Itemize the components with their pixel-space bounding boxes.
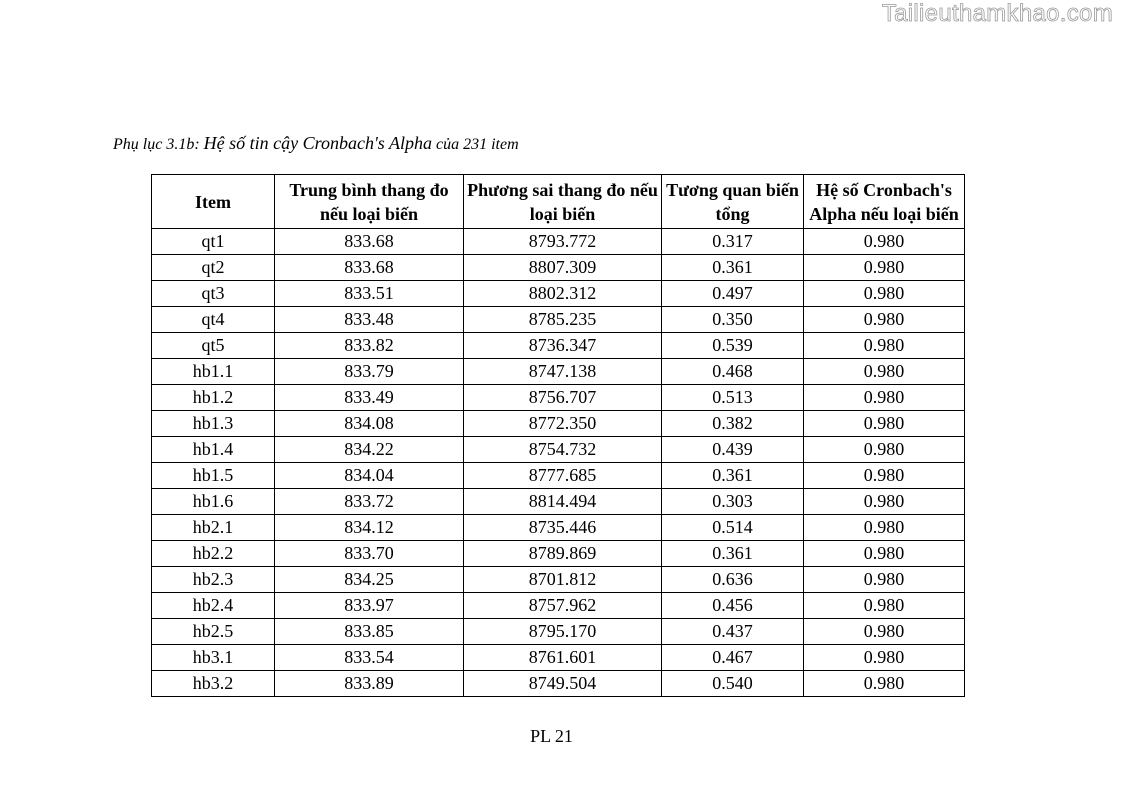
table-row xyxy=(152,333,965,359)
cell-alpha-if-deleted: 0.980 xyxy=(804,489,965,515)
cell-alpha-if-deleted: 0.980 xyxy=(804,333,965,359)
table-row xyxy=(152,515,965,541)
cell-alpha-if-deleted: 0.980 xyxy=(804,281,965,307)
table-row xyxy=(152,359,965,385)
cell-alpha-if-deleted: 0.980 xyxy=(804,515,965,541)
header-alpha-if-deleted: Hệ số Cronbach's Alpha nếu loại biến xyxy=(804,175,965,229)
cell-item: hb2.5 xyxy=(152,619,275,645)
cell-alpha-if-deleted: 0.980 xyxy=(804,671,965,697)
watermark: Tailieuthamkhao.com xyxy=(881,0,1113,27)
cell-item: hb2.1 xyxy=(152,515,275,541)
cell-item: hb1.6 xyxy=(152,489,275,515)
table-row xyxy=(152,489,965,515)
header-scale-variance: Phương sai thang đo nếu loại biến xyxy=(464,175,662,229)
cell-scale-mean: 833.70 xyxy=(275,541,464,567)
caption-prefix: Phụ lục 3.1b: xyxy=(113,136,204,153)
table-row xyxy=(152,411,965,437)
cell-scale-variance: 8701.812 xyxy=(464,567,662,593)
cell-alpha-if-deleted: 0.980 xyxy=(804,437,965,463)
cell-alpha-if-deleted: 0.980 xyxy=(804,229,965,255)
cell-scale-variance: 8772.350 xyxy=(464,411,662,437)
cell-item-total-correlation: 0.439 xyxy=(662,437,804,463)
header-item: Item xyxy=(152,175,275,229)
cell-scale-variance: 8802.312 xyxy=(464,281,662,307)
cell-alpha-if-deleted: 0.980 xyxy=(804,593,965,619)
cell-item-total-correlation: 0.361 xyxy=(662,255,804,281)
table-row xyxy=(152,385,965,411)
cell-item-total-correlation: 0.636 xyxy=(662,567,804,593)
cell-item-total-correlation: 0.540 xyxy=(662,671,804,697)
cell-scale-variance: 8756.707 xyxy=(464,385,662,411)
cell-alpha-if-deleted: 0.980 xyxy=(804,359,965,385)
cell-item: qt5 xyxy=(152,333,275,359)
cell-item-total-correlation: 0.361 xyxy=(662,541,804,567)
cell-scale-variance: 8807.309 xyxy=(464,255,662,281)
cell-item-total-correlation: 0.497 xyxy=(662,281,804,307)
table-row xyxy=(152,281,965,307)
table-row xyxy=(152,645,965,671)
table-row xyxy=(152,229,965,255)
cell-scale-variance: 8761.601 xyxy=(464,645,662,671)
cell-scale-variance: 8795.170 xyxy=(464,619,662,645)
cell-scale-mean: 833.49 xyxy=(275,385,464,411)
cell-item: hb3.2 xyxy=(152,671,275,697)
table-row xyxy=(152,463,965,489)
cell-scale-variance: 8785.235 xyxy=(464,307,662,333)
cell-scale-variance: 8814.494 xyxy=(464,489,662,515)
cell-item-total-correlation: 0.539 xyxy=(662,333,804,359)
cell-alpha-if-deleted: 0.980 xyxy=(804,567,965,593)
cell-scale-mean: 834.25 xyxy=(275,567,464,593)
cell-scale-variance: 8749.504 xyxy=(464,671,662,697)
cell-item: qt3 xyxy=(152,281,275,307)
cell-scale-mean: 833.82 xyxy=(275,333,464,359)
cell-scale-mean: 833.51 xyxy=(275,281,464,307)
cell-alpha-if-deleted: 0.980 xyxy=(804,463,965,489)
cell-item: hb2.2 xyxy=(152,541,275,567)
cell-item-total-correlation: 0.361 xyxy=(662,463,804,489)
cell-scale-mean: 833.97 xyxy=(275,593,464,619)
header-row xyxy=(152,175,965,229)
cell-item: hb3.1 xyxy=(152,645,275,671)
cell-scale-variance: 8736.347 xyxy=(464,333,662,359)
cell-item-total-correlation: 0.317 xyxy=(662,229,804,255)
cell-item: hb2.4 xyxy=(152,593,275,619)
cell-scale-mean: 833.54 xyxy=(275,645,464,671)
caption-suffix: của 231 item xyxy=(432,136,519,153)
cell-item: hb1.3 xyxy=(152,411,275,437)
cell-item-total-correlation: 0.456 xyxy=(662,593,804,619)
cell-scale-mean: 833.72 xyxy=(275,489,464,515)
cell-item: hb1.2 xyxy=(152,385,275,411)
reliability-table xyxy=(151,174,965,697)
cell-scale-variance: 8754.732 xyxy=(464,437,662,463)
table-body xyxy=(152,229,965,697)
cell-alpha-if-deleted: 0.980 xyxy=(804,307,965,333)
header-scale-mean: Trung bình thang đo nếu loại biến xyxy=(275,175,464,229)
table-row xyxy=(152,437,965,463)
cell-scale-mean: 834.08 xyxy=(275,411,464,437)
cell-scale-variance: 8793.772 xyxy=(464,229,662,255)
cell-item: qt1 xyxy=(152,229,275,255)
cell-scale-mean: 833.68 xyxy=(275,229,464,255)
cell-scale-mean: 834.12 xyxy=(275,515,464,541)
table-row xyxy=(152,593,965,619)
cell-scale-mean: 833.85 xyxy=(275,619,464,645)
caption-main: Hệ số tin cậy Cronbach's Alpha xyxy=(203,133,432,153)
cell-item: qt4 xyxy=(152,307,275,333)
cell-scale-mean: 834.04 xyxy=(275,463,464,489)
table-row xyxy=(152,255,965,281)
cell-item: hb1.4 xyxy=(152,437,275,463)
cell-item: hb1.5 xyxy=(152,463,275,489)
cell-item-total-correlation: 0.350 xyxy=(662,307,804,333)
page-number: PL 21 xyxy=(530,726,573,746)
cell-item-total-correlation: 0.437 xyxy=(662,619,804,645)
cell-scale-variance: 8757.962 xyxy=(464,593,662,619)
cell-scale-mean: 833.48 xyxy=(275,307,464,333)
cell-scale-mean: 833.68 xyxy=(275,255,464,281)
table-row xyxy=(152,619,965,645)
cell-alpha-if-deleted: 0.980 xyxy=(804,645,965,671)
cell-item-total-correlation: 0.513 xyxy=(662,385,804,411)
cell-scale-variance: 8747.138 xyxy=(464,359,662,385)
table-row xyxy=(152,541,965,567)
cell-alpha-if-deleted: 0.980 xyxy=(804,385,965,411)
table-caption xyxy=(113,133,519,154)
cell-scale-mean: 833.79 xyxy=(275,359,464,385)
cell-scale-variance: 8735.446 xyxy=(464,515,662,541)
cell-alpha-if-deleted: 0.980 xyxy=(804,411,965,437)
cell-alpha-if-deleted: 0.980 xyxy=(804,541,965,567)
cell-scale-mean: 833.89 xyxy=(275,671,464,697)
table-row xyxy=(152,307,965,333)
cell-item: hb2.3 xyxy=(152,567,275,593)
cell-item-total-correlation: 0.303 xyxy=(662,489,804,515)
table-row xyxy=(152,671,965,697)
cell-item-total-correlation: 0.514 xyxy=(662,515,804,541)
table-row xyxy=(152,567,965,593)
cell-scale-variance: 8777.685 xyxy=(464,463,662,489)
cell-item: hb1.1 xyxy=(152,359,275,385)
cell-alpha-if-deleted: 0.980 xyxy=(804,619,965,645)
cell-item-total-correlation: 0.382 xyxy=(662,411,804,437)
cell-item-total-correlation: 0.467 xyxy=(662,645,804,671)
cell-item: qt2 xyxy=(152,255,275,281)
cell-alpha-if-deleted: 0.980 xyxy=(804,255,965,281)
cell-scale-mean: 834.22 xyxy=(275,437,464,463)
cell-item-total-correlation: 0.468 xyxy=(662,359,804,385)
cell-scale-variance: 8789.869 xyxy=(464,541,662,567)
header-item-total-correlation: Tương quan biến tổng xyxy=(662,175,804,229)
